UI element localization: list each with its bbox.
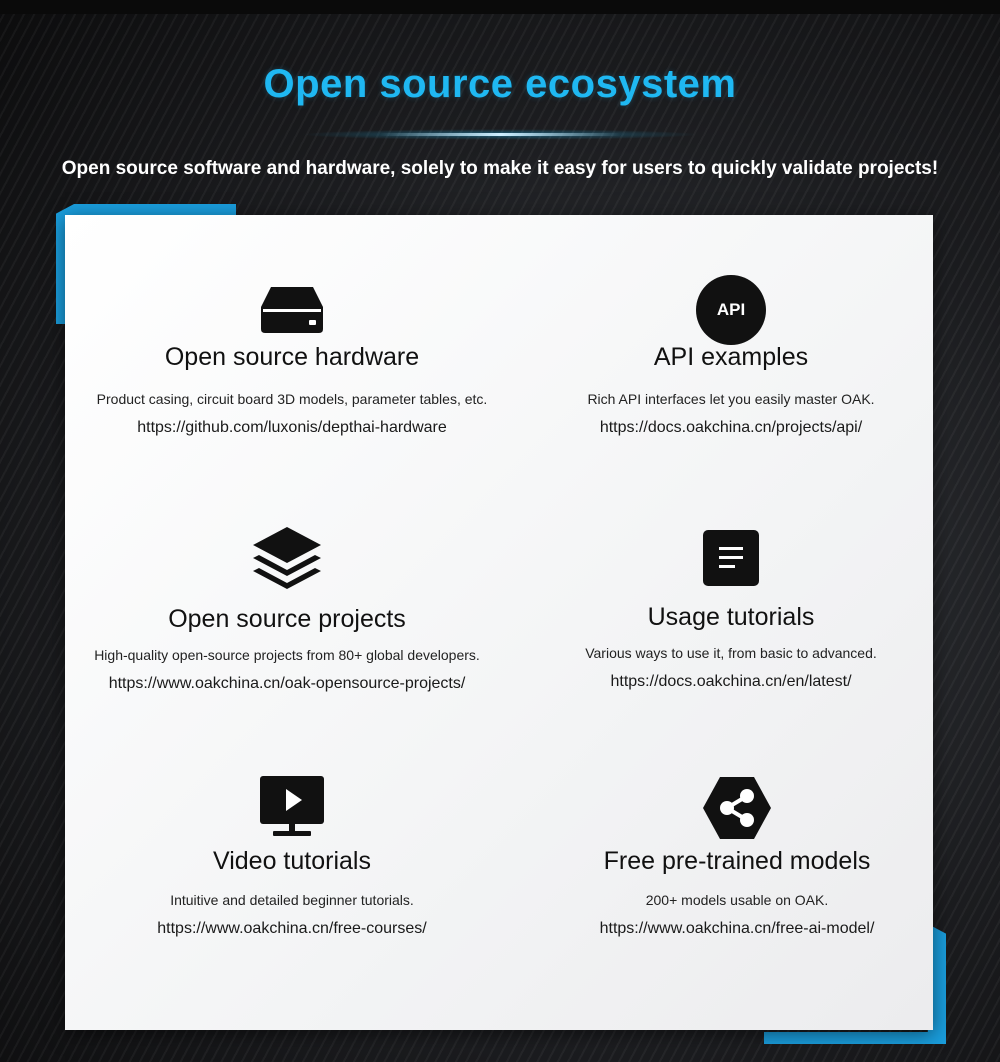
feature-link[interactable]: https://www.oakchina.cn/oak-opensource-projects/ (108, 675, 466, 692)
title-underline (380, 133, 620, 136)
page-subtitle: Open source software and hardware, solely to make it easy for users to quickly validate projects! (61, 158, 939, 179)
document-icon (702, 529, 760, 587)
api-badge-icon: API (696, 275, 766, 345)
feature-description: Product casing, circuit board 3D models, parameter tables, etc. (96, 391, 488, 407)
feature-title: Video tutorials (213, 847, 371, 875)
feature-video-tutorials (72, 775, 512, 945)
feature-title: Open source hardware (164, 343, 420, 371)
feature-title: Usage tutorials (647, 603, 815, 631)
video-monitor-icon (259, 775, 325, 839)
layers-stack-icon (251, 525, 323, 595)
feature-api-examples (511, 275, 951, 445)
feature-description: Intuitive and detailed beginner tutorials. (170, 892, 414, 908)
feature-description: Rich API interfaces let you easily master OAK. (587, 391, 875, 407)
server-box-icon (259, 285, 325, 335)
feature-title: Open source projects (168, 605, 406, 633)
feature-usage-tutorials (511, 529, 951, 699)
feature-link[interactable]: https://www.oakchina.cn/free-courses/ (157, 920, 427, 937)
feature-open-source-hardware (72, 285, 512, 445)
feature-link[interactable]: https://docs.oakchina.cn/projects/api/ (599, 419, 863, 436)
feature-link[interactable]: https://github.com/luxonis/depthai-hardware (137, 419, 447, 436)
feature-free-pretrained-models (517, 775, 957, 945)
feature-description: 200+ models usable on OAK. (645, 892, 829, 908)
top-band (0, 0, 1000, 14)
feature-title: API examples (653, 343, 809, 371)
share-hexagon-icon (701, 775, 773, 841)
feature-link[interactable]: https://docs.oakchina.cn/en/latest/ (610, 673, 852, 690)
ecosystem-panel (65, 215, 933, 1030)
feature-description: High-quality open-source projects from 80+ global developers. (94, 647, 480, 663)
feature-open-source-projects (67, 525, 507, 695)
feature-title: Free pre-trained models (603, 847, 871, 875)
feature-link[interactable]: https://www.oakchina.cn/free-ai-model/ (599, 920, 875, 937)
page-title: Open source ecosystem (263, 62, 737, 106)
feature-description: Various ways to use it, from basic to advanced. (585, 645, 877, 661)
